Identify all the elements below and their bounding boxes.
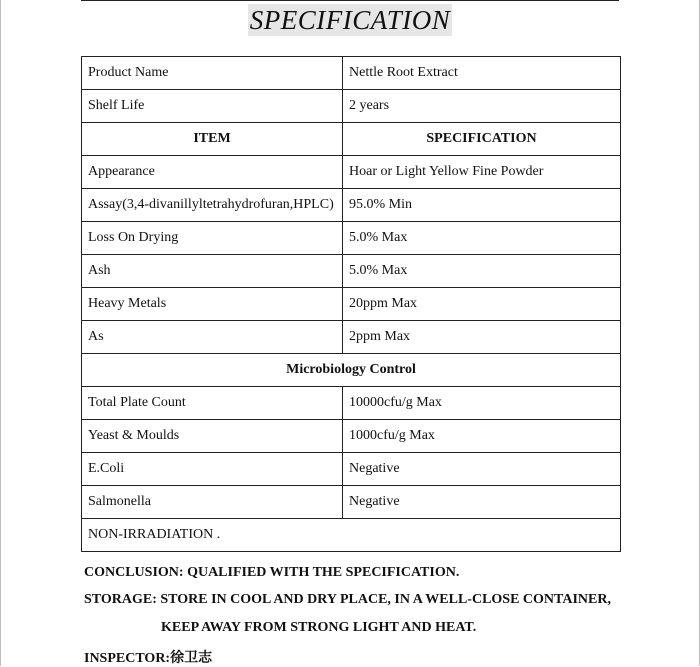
spec-cell: 5.0% Max — [343, 255, 621, 288]
product-name-value: Nettle Root Extract — [343, 57, 621, 90]
spec-cell: 10000cfu/g Max — [343, 387, 621, 420]
table-row — [82, 387, 621, 420]
table-row — [82, 222, 621, 255]
item-cell: Total Plate Count — [82, 387, 343, 420]
item-cell: Yeast & Moulds — [82, 420, 343, 453]
irradiation-note: NON-IRRADIATION . — [82, 519, 621, 552]
table-header-row — [82, 123, 621, 156]
section-heading-row — [82, 354, 621, 387]
item-cell: Ash — [82, 255, 343, 288]
note-row — [82, 519, 621, 552]
spec-cell: 95.0% Min — [343, 189, 621, 222]
table-row — [82, 90, 621, 123]
page-title: SPECIFICATION — [249, 5, 451, 35]
table-row — [82, 486, 621, 519]
table-row — [82, 321, 621, 354]
table-row — [82, 156, 621, 189]
spec-cell: 5.0% Max — [343, 222, 621, 255]
table-row — [82, 255, 621, 288]
spec-cell: 20ppm Max — [343, 288, 621, 321]
table-row — [82, 288, 621, 321]
table-row — [82, 189, 621, 222]
spec-cell: 1000cfu/g Max — [343, 420, 621, 453]
item-cell: Loss On Drying — [82, 222, 343, 255]
specification-table — [81, 56, 621, 552]
item-cell: E.Coli — [82, 453, 343, 486]
item-cell: Salmonella — [82, 486, 343, 519]
shelf-life-value: 2 years — [343, 90, 621, 123]
title-wrap — [0, 4, 700, 36]
storage-text-line1: STORAGE: STORE IN COOL AND DRY PLACE, IN A WELL-CLOSE CONTAINER, — [84, 592, 611, 607]
table-row — [82, 420, 621, 453]
microbiology-heading: Microbiology Control — [82, 354, 621, 387]
table-row — [82, 57, 621, 90]
item-cell: Assay(3,4-divanillyltetrahydrofuran,HPLC) — [82, 189, 343, 222]
column-header-specification: SPECIFICATION — [343, 123, 621, 156]
shelf-life-label: Shelf Life — [82, 90, 343, 123]
item-cell: Heavy Metals — [82, 288, 343, 321]
product-name-label: Product Name — [82, 57, 343, 90]
item-cell: As — [82, 321, 343, 354]
spec-cell: Negative — [343, 486, 621, 519]
storage-text-line2: KEEP AWAY FROM STRONG LIGHT AND HEAT. — [161, 620, 477, 635]
inspector-text: INSPECTOR:徐卫志 — [84, 651, 213, 666]
table-row — [82, 453, 621, 486]
column-header-item: ITEM — [82, 123, 343, 156]
spec-cell: 2ppm Max — [343, 321, 621, 354]
conclusion-text: CONCLUSION: QUALIFIED WITH THE SPECIFICATION. — [84, 565, 460, 580]
page-border-left — [0, 0, 1, 666]
top-rule — [81, 0, 619, 1]
item-cell: Appearance — [82, 156, 343, 189]
spec-cell: Negative — [343, 453, 621, 486]
spec-cell: Hoar or Light Yellow Fine Powder — [343, 156, 621, 189]
